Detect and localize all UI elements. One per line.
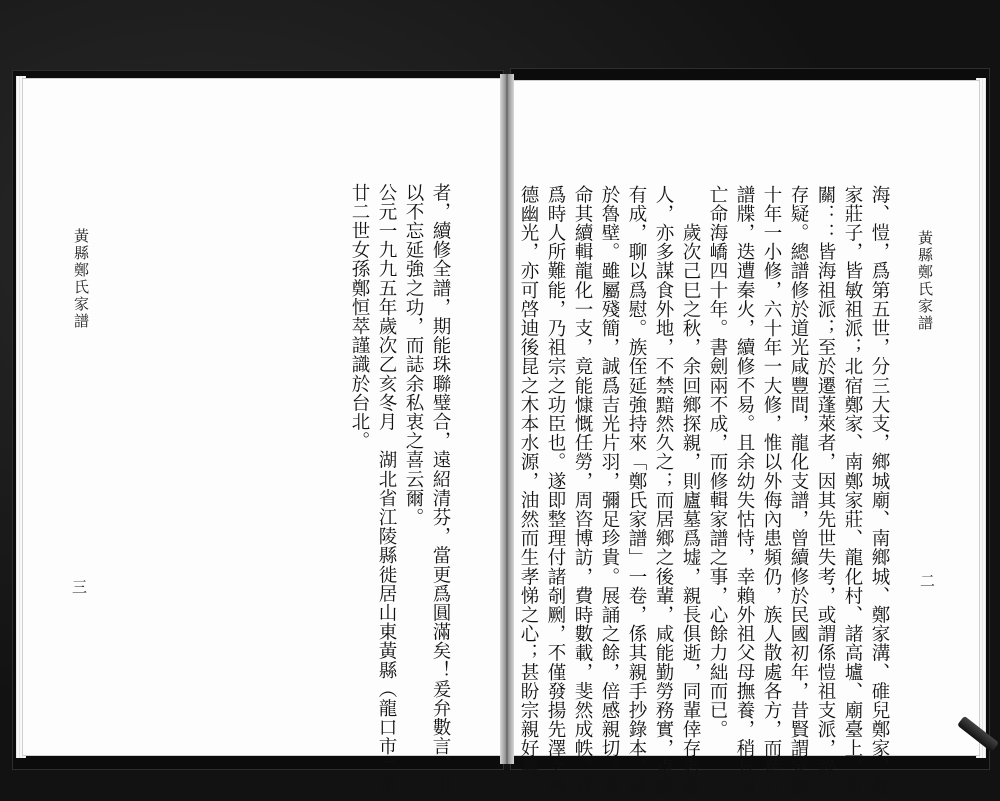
page-number: 三: [72, 578, 88, 596]
text-line: 有成，聊以爲慰。族侄延強持來「鄭氏家譜」一卷，係其親手抄錄本，藏: [626, 185, 647, 797]
text-line: 公元一九九五年歲次乙亥冬月 湖北省江陵縣徙居山東黃縣（龍口市）第: [376, 183, 397, 795]
text-line: 亡命海嶠四十年。書劍兩不成，而修輯家譜之事，心餘力絀而已。: [707, 185, 728, 739]
text-line: 於魯壁。雖屬殘簡，誠爲吉光片羽，彌足珍貴。展誦之餘，倍感親切。遂: [599, 185, 620, 797]
text-line: 人，亦多謀食外地，不禁黯然久之；而居鄉之後輩，咸能勤勞務實，卓然: [653, 185, 674, 797]
text-line: 爲時人所難能，乃祖宗之功臣也。遂即整理付諸剞劂，不僅發揚先澤之潛: [545, 185, 566, 797]
page-number: 二: [920, 572, 936, 590]
text-line: 歲次己巳之秋，余回鄉探親，則廬墓爲墟，親長俱逝，同輩倖存者數: [680, 185, 701, 797]
right-page: [508, 80, 980, 797]
text-line: 者，續修全譜，期能珠聯璧合，遠紹清芬，當更爲圓滿矣！爰弁數言，用: [430, 183, 451, 795]
text-line: 存疑。總譜修於道光咸豐間，龍化支譜，曾續修於民國初年，昔賢謂家譜: [788, 185, 809, 797]
text-line: 德幽光，亦可啓迪後昆之木本水源，油然而生孝悌之心；甚盼宗親好義: [518, 185, 539, 778]
text-line: 廿二世女孫鄭恒萃謹識於台北。: [349, 183, 370, 451]
text-line: 海、愷，爲第五世，分三大支，鄉城廟、南鄉城、鄭家溝、碓兒鄭家、鄭: [869, 185, 890, 797]
text-line: 十年一小修，六十年一大修，惟以外侮內患頻仍，族人散處各方，而舊有: [761, 185, 782, 797]
text-line: 譜牒，迭遭秦火，續修不易。且余幼失怙恃，幸賴外祖父母撫養，稍長則: [734, 185, 755, 797]
book-spine-gutter: [500, 74, 514, 764]
text-line: 以不忘延強之功，而誌余私衷之喜云爾。: [403, 183, 424, 527]
running-head: 黃縣鄭氏家譜: [72, 228, 90, 330]
text-line: 命其續輯龍化一支，竟能慷慨任勞，周咨博訪，費時數載，斐然成帙。實: [572, 185, 593, 797]
text-line: 關：：皆海祖派；至於遷蓬萊者，因其先世失考，或謂係愷祖支派，錄之: [815, 185, 836, 797]
text-line: 家莊子，皆敏祖派；北宿鄭家、南鄭家莊、龍化村、諸高壚、廟臺上、東: [842, 185, 863, 797]
running-head: 黃縣鄭氏家譜: [916, 230, 934, 332]
bleed-through-text: [132, 188, 156, 688]
left-page: [22, 78, 506, 795]
